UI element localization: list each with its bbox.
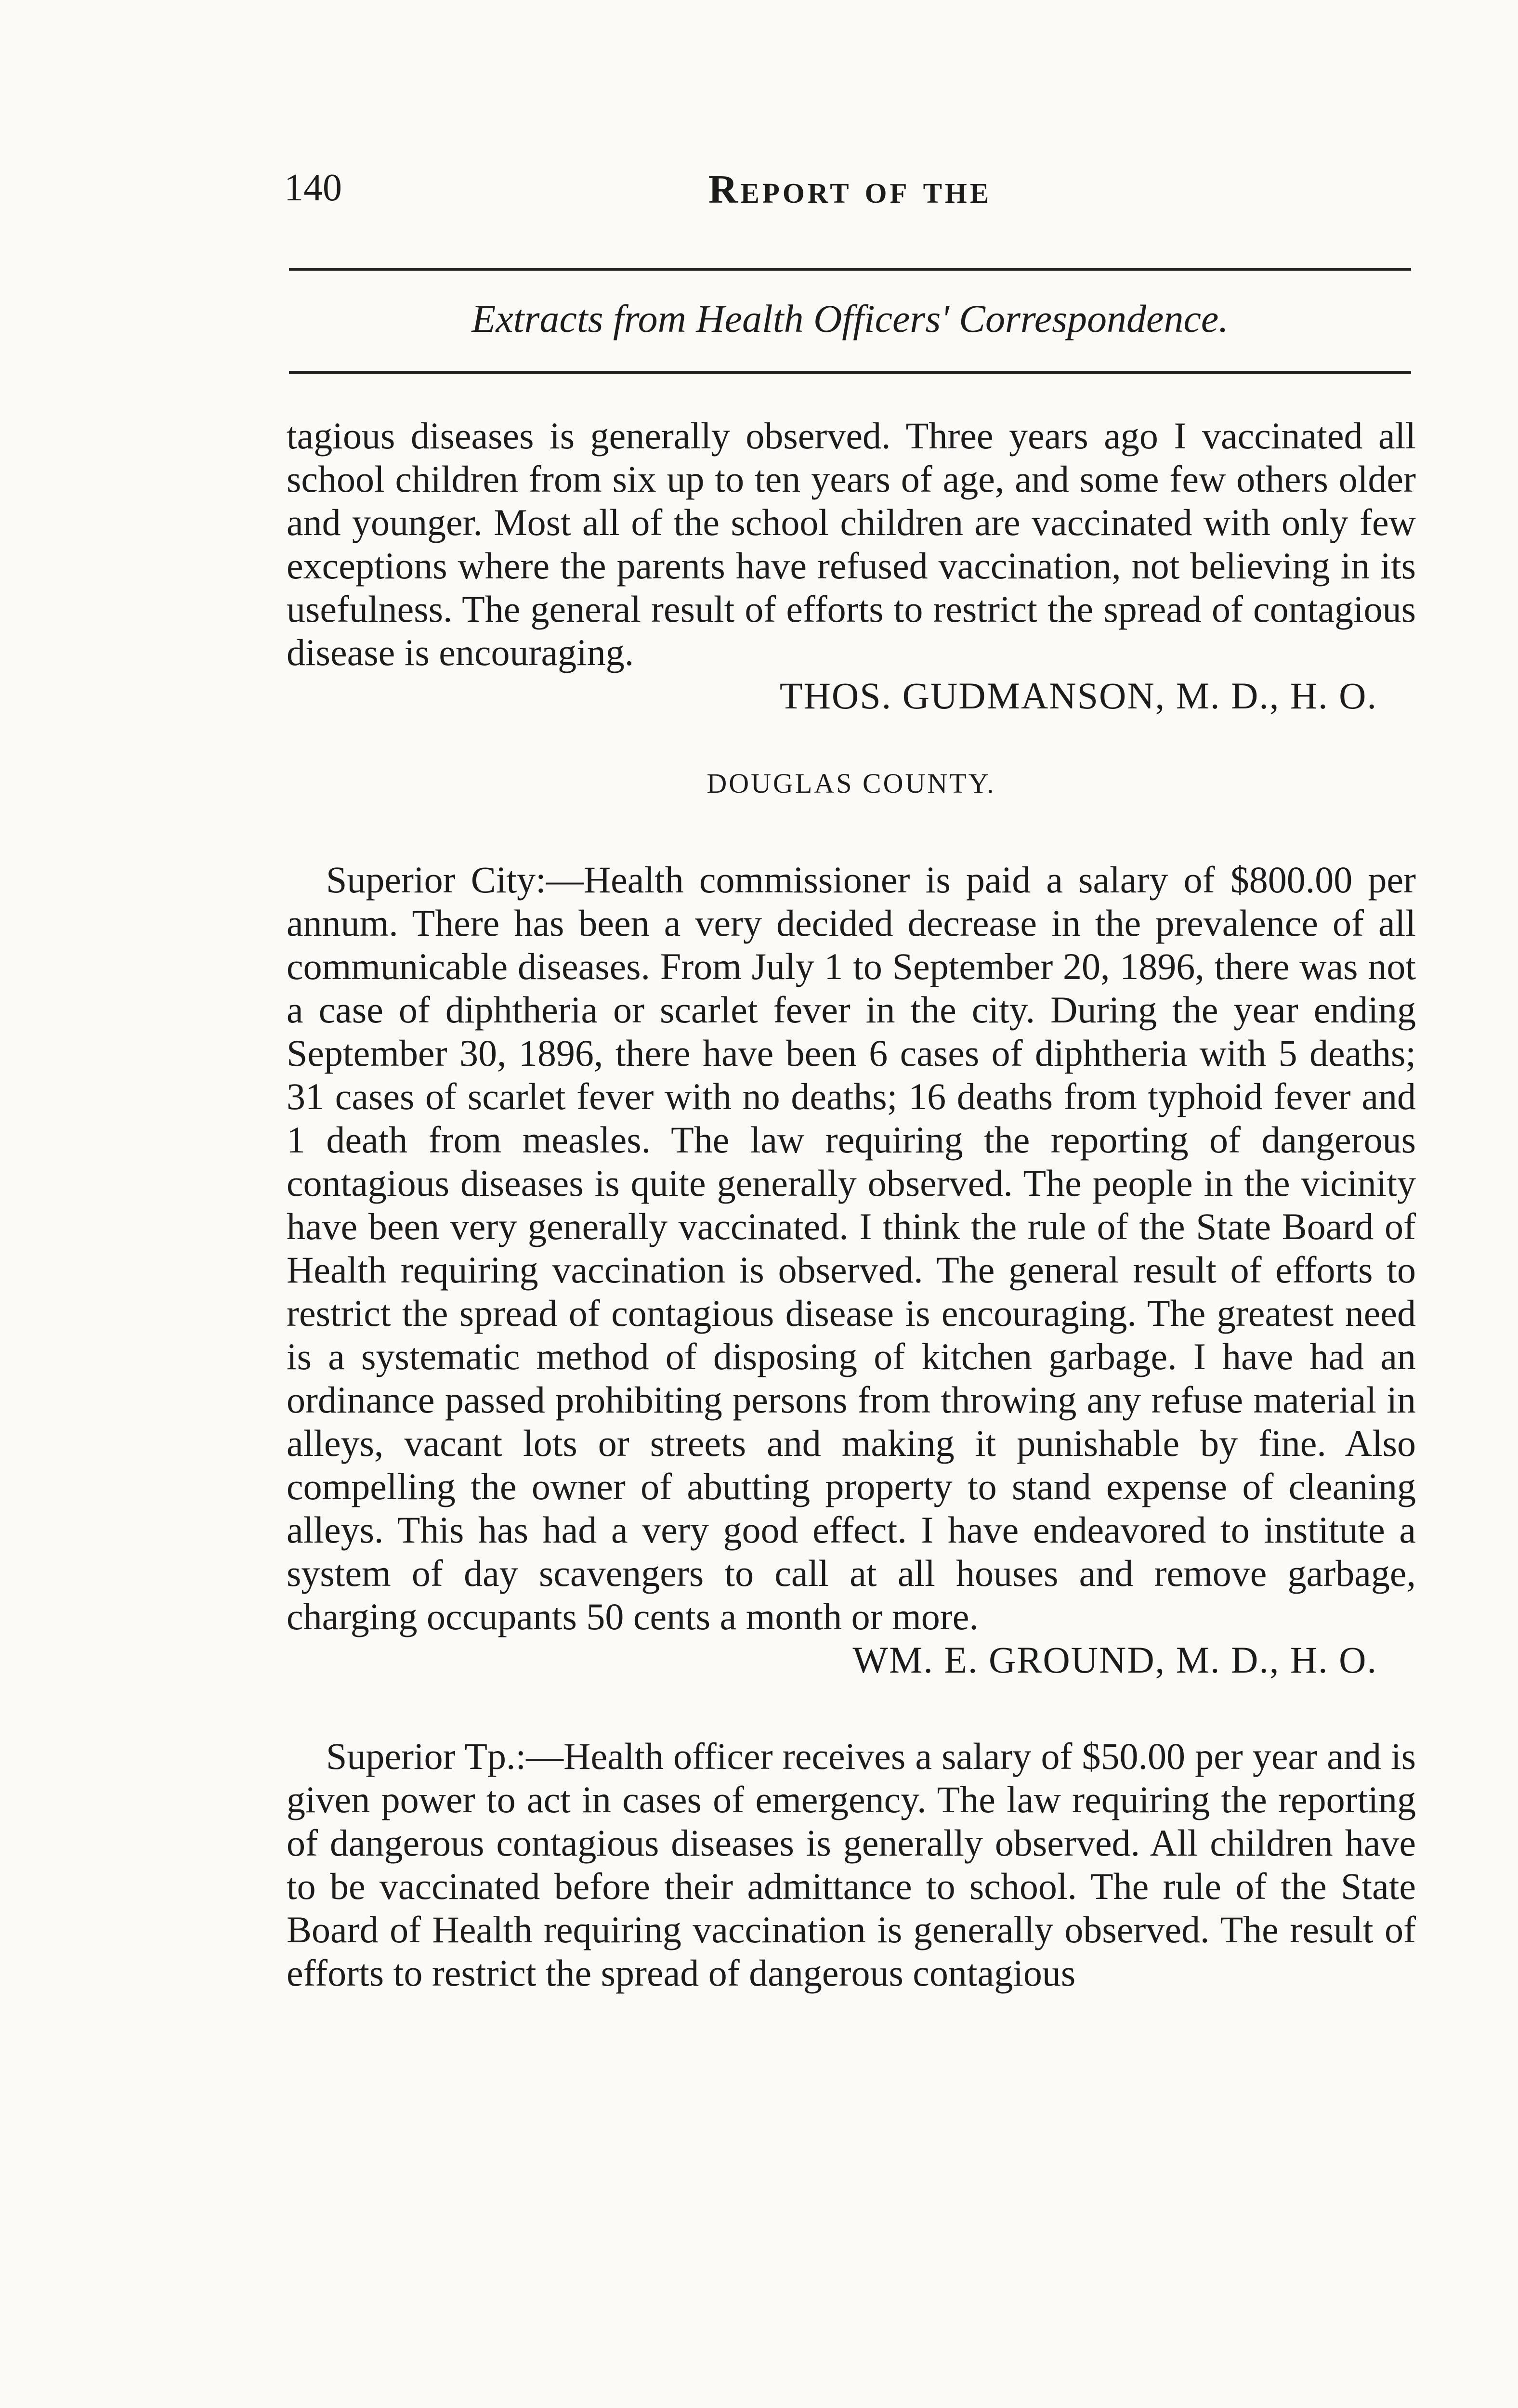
running-head: Report of the <box>708 167 992 212</box>
paragraph-superior-city: Superior City:—Health commissioner is paid a salary of $800.00 per annum. There has been a very decided decrease in the prevalence of all communicable diseases. From July 1 to September 20, 1896, there was not a case of diphtheria or scarlet fever in the city. During the year ending September 30, 1896, there have been 6 cases of diphtheria with 5 deaths; 31 cases of scarlet fever with no deaths; 16 deaths from typhoid fever and 1 death from measles. The law requiring the reporting of dangerous contagious diseases is quite generally observed. The people in the vicinity have been very generally vaccinated. I think the rule of the State Board of Health requiring vaccination is observed. The general result of efforts to restrict the spread of contagious disease is encouraging. The greatest need is a systematic method of disposing of kitchen garbage. I have had an ordinance passed prohibiting persons from throwing any refuse material in alleys, vacant lots or streets and making it punishable by fine. Also compelling the owner of abutting property to stand expense of cleaning alleys. This has had a very good effect. I have endeavored to institute a system of day scavengers to call at all houses and remove garbage, charging occupants 50 cents a month or more. <box>287 859 1416 1637</box>
page-header <box>284 166 1416 219</box>
header-rule-top <box>289 268 1411 271</box>
paragraph-gudmanson: tagious diseases is generally observed. Three years ago I vaccinated all school children from six up to ten years of age, and some few others older and younger. Most all of the school children are vaccinated with only few exceptions where the parents have refused vaccination, not believing in its usefulness. The general result of efforts to restrict the spread of contagious disease is encouraging. <box>287 415 1416 673</box>
document-body <box>287 414 1416 1995</box>
header-rule-bottom <box>289 371 1411 374</box>
section-subheading: Extracts from Health Officers' Correspondence. <box>471 297 1229 340</box>
signature-gudmanson: THOS. GUDMANSON, M. D., H. O. <box>779 675 1377 717</box>
county-heading: DOUGLAS COUNTY. <box>707 768 996 799</box>
section-spacer <box>287 1682 1416 1735</box>
signature-ground: WM. E. GROUND, M. D., H. O. <box>852 1639 1377 1681</box>
page-number: 140 <box>284 167 342 209</box>
paragraph-superior-township: Superior Tp.:—Health officer receives a salary of $50.00 per year and is given power to act in cases of emergency. The law requiring the reporting of dangerous contagious diseases is generally observed. All children have to be vaccinated before their admittance to school. The rule of the State Board of Health requiring vaccination is generally observed. The result of efforts to restrict the spread of dangerous contagious <box>287 1735 1416 1994</box>
